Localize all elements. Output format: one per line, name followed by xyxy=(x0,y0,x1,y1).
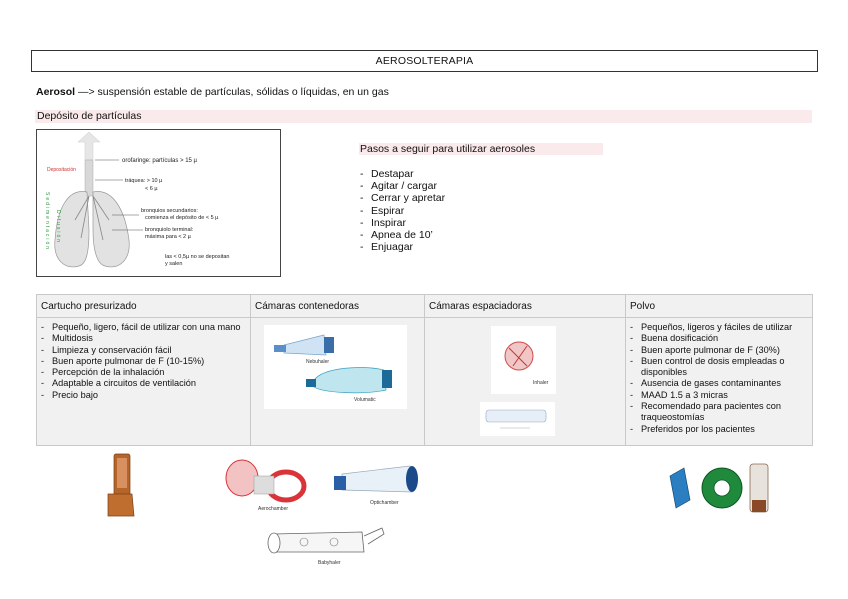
aerochamber-label: Aerochamber xyxy=(258,506,289,512)
spacer-box-shape xyxy=(486,410,546,422)
secondary-bronchi-label-2: comienza el depósito de < 5 µ xyxy=(145,215,219,221)
babyhaler-mouth xyxy=(364,528,384,544)
list-item: - Ausencia de gases contaminantes xyxy=(630,378,808,389)
babyhaler-label: Babyhaler xyxy=(318,560,341,566)
trachea-label-1: tráquea: > 10 µ xyxy=(125,178,163,184)
inhaler-spacer-image xyxy=(491,326,556,394)
page-title: AEROSOLTERAPIA xyxy=(31,50,818,72)
exhale-arrow-icon xyxy=(78,132,100,160)
list-item: - Percepción de la inhalación xyxy=(41,367,246,378)
babyhaler-tube xyxy=(274,532,364,552)
header-cartucho: Cartucho presurizado xyxy=(37,295,251,318)
list-item: - Buen control de dosis empleadas o disponibles xyxy=(630,356,808,379)
deposit-title-highlight xyxy=(35,110,812,123)
deposit-title: Depósito de partículas xyxy=(37,110,142,122)
powder-inhaler-green-center xyxy=(714,480,730,496)
aerochamber-mask xyxy=(226,460,258,496)
steps-list xyxy=(360,168,445,253)
list-item: - Limpieza y conservación fácil xyxy=(41,345,246,356)
optichamber-end xyxy=(406,466,418,492)
trachea-label-2: < 6 µ xyxy=(145,186,158,192)
optichamber-label: Optichamber xyxy=(370,500,399,506)
aerochamber-tube xyxy=(254,476,274,494)
header-camaras-espaciadoras: Cámaras espaciadoras xyxy=(425,295,626,318)
small-particles-label-1: las < 0,5µ no se depositan xyxy=(165,254,230,260)
camaras-espaciadoras-cell xyxy=(425,318,626,446)
secondary-bronchi-label-1: bronquios secundarios: xyxy=(141,208,198,214)
holding-chambers-image xyxy=(264,325,407,409)
list-item: - Preferidos por los pacientes xyxy=(630,424,808,435)
terminal-bronchiole-label-1: bronquiolo terminal: xyxy=(145,227,194,233)
trachea-shape xyxy=(85,160,93,196)
list-item: - Recomendado para pacientes con traqueostomías xyxy=(630,401,808,424)
camaras-contenedoras-cell xyxy=(251,318,425,446)
cartucho-cell xyxy=(37,318,251,446)
oropharynx-label: orofaringe: partículas > 15 µ xyxy=(122,158,197,164)
lung-diagram xyxy=(36,129,281,277)
nebuhaler-label: Nebuhaler xyxy=(306,359,330,365)
step-item: - Enjuagar xyxy=(360,241,445,253)
header-camaras-contenedoras: Cámaras contenedoras xyxy=(251,295,425,318)
powder-inhalers-image xyxy=(662,460,782,520)
nebuhaler-mouthpiece xyxy=(274,345,286,352)
aerosol-definition xyxy=(36,86,389,98)
inhaler-label: Inhaler xyxy=(533,380,549,386)
spacer-box-image xyxy=(480,402,555,436)
right-lung-shape xyxy=(93,192,129,267)
polvo-list xyxy=(626,322,812,435)
optichamber-tube xyxy=(342,466,412,492)
steps-title: Pasos a seguir para utilizar aerosoles xyxy=(360,143,536,155)
list-item: - Precio bajo xyxy=(41,390,246,401)
babyhaler-mask xyxy=(268,533,280,553)
list-item: - Pequeños, ligeros y fáciles de utilizar xyxy=(630,322,808,333)
polvo-cell xyxy=(626,318,813,446)
step-item: - Cerrar y apretar xyxy=(360,192,445,204)
list-item: - Adaptable a circuitos de ventilación xyxy=(41,378,246,389)
list-item: - MAAD 1.5 a 3 micras xyxy=(630,390,808,401)
nebuhaler-shape xyxy=(284,335,326,355)
nebuhaler-inhaler xyxy=(324,337,334,353)
list-item: - Buen aporte pulmonar de F (10-15%) xyxy=(41,356,246,367)
step-item: - Destapar xyxy=(360,168,445,180)
step-item: - Agitar / cargar xyxy=(360,180,445,192)
inhaler-body xyxy=(108,494,134,516)
spacer-shape xyxy=(505,342,533,370)
list-item: - Multidosis xyxy=(41,333,246,344)
terminal-bronchiole-label-2: máxima para < 2 µ xyxy=(145,234,191,240)
volumatic-label: Volumatic xyxy=(354,397,376,403)
volumatic-shape xyxy=(314,367,386,392)
list-item: - Pequeño, ligero, fácil de utilizar con una mano xyxy=(41,322,246,333)
deposition-label: Depositación xyxy=(47,167,76,173)
optichamber-mouthpiece xyxy=(334,476,346,490)
babyhaler-image xyxy=(264,522,389,568)
aerosol-definition-text: —> suspensión estable de partículas, sólidas o líquidas, en un gas xyxy=(75,86,389,98)
lung-illustration xyxy=(37,130,280,276)
header-polvo: Polvo xyxy=(626,295,813,318)
powder-inhaler-grey-base xyxy=(752,500,766,512)
small-particles-label-2: y salen xyxy=(165,261,183,267)
inhaler-highlight xyxy=(117,458,127,488)
optichamber-image xyxy=(330,458,425,510)
pressurized-inhaler-image xyxy=(100,450,145,520)
list-item: - Buen aporte pulmonar de F (30%) xyxy=(630,345,808,356)
step-item: - Inspirar xyxy=(360,217,445,229)
aerosol-term: Aerosol xyxy=(36,86,76,98)
step-item: - Espirar xyxy=(360,205,445,217)
volumatic-inhaler xyxy=(382,370,392,388)
devices-table xyxy=(36,294,813,446)
list-item: - Buena dosificación xyxy=(630,333,808,344)
powder-inhaler-blue xyxy=(670,468,690,508)
cartucho-list xyxy=(37,322,250,401)
diffusion-label: Difusión xyxy=(55,210,61,245)
aerochamber-image xyxy=(224,456,310,514)
volumatic-mouthpiece xyxy=(306,379,316,387)
step-item: - Apnea de 10’ xyxy=(360,229,445,241)
sedimentation-label: Sedimentación xyxy=(44,192,50,252)
